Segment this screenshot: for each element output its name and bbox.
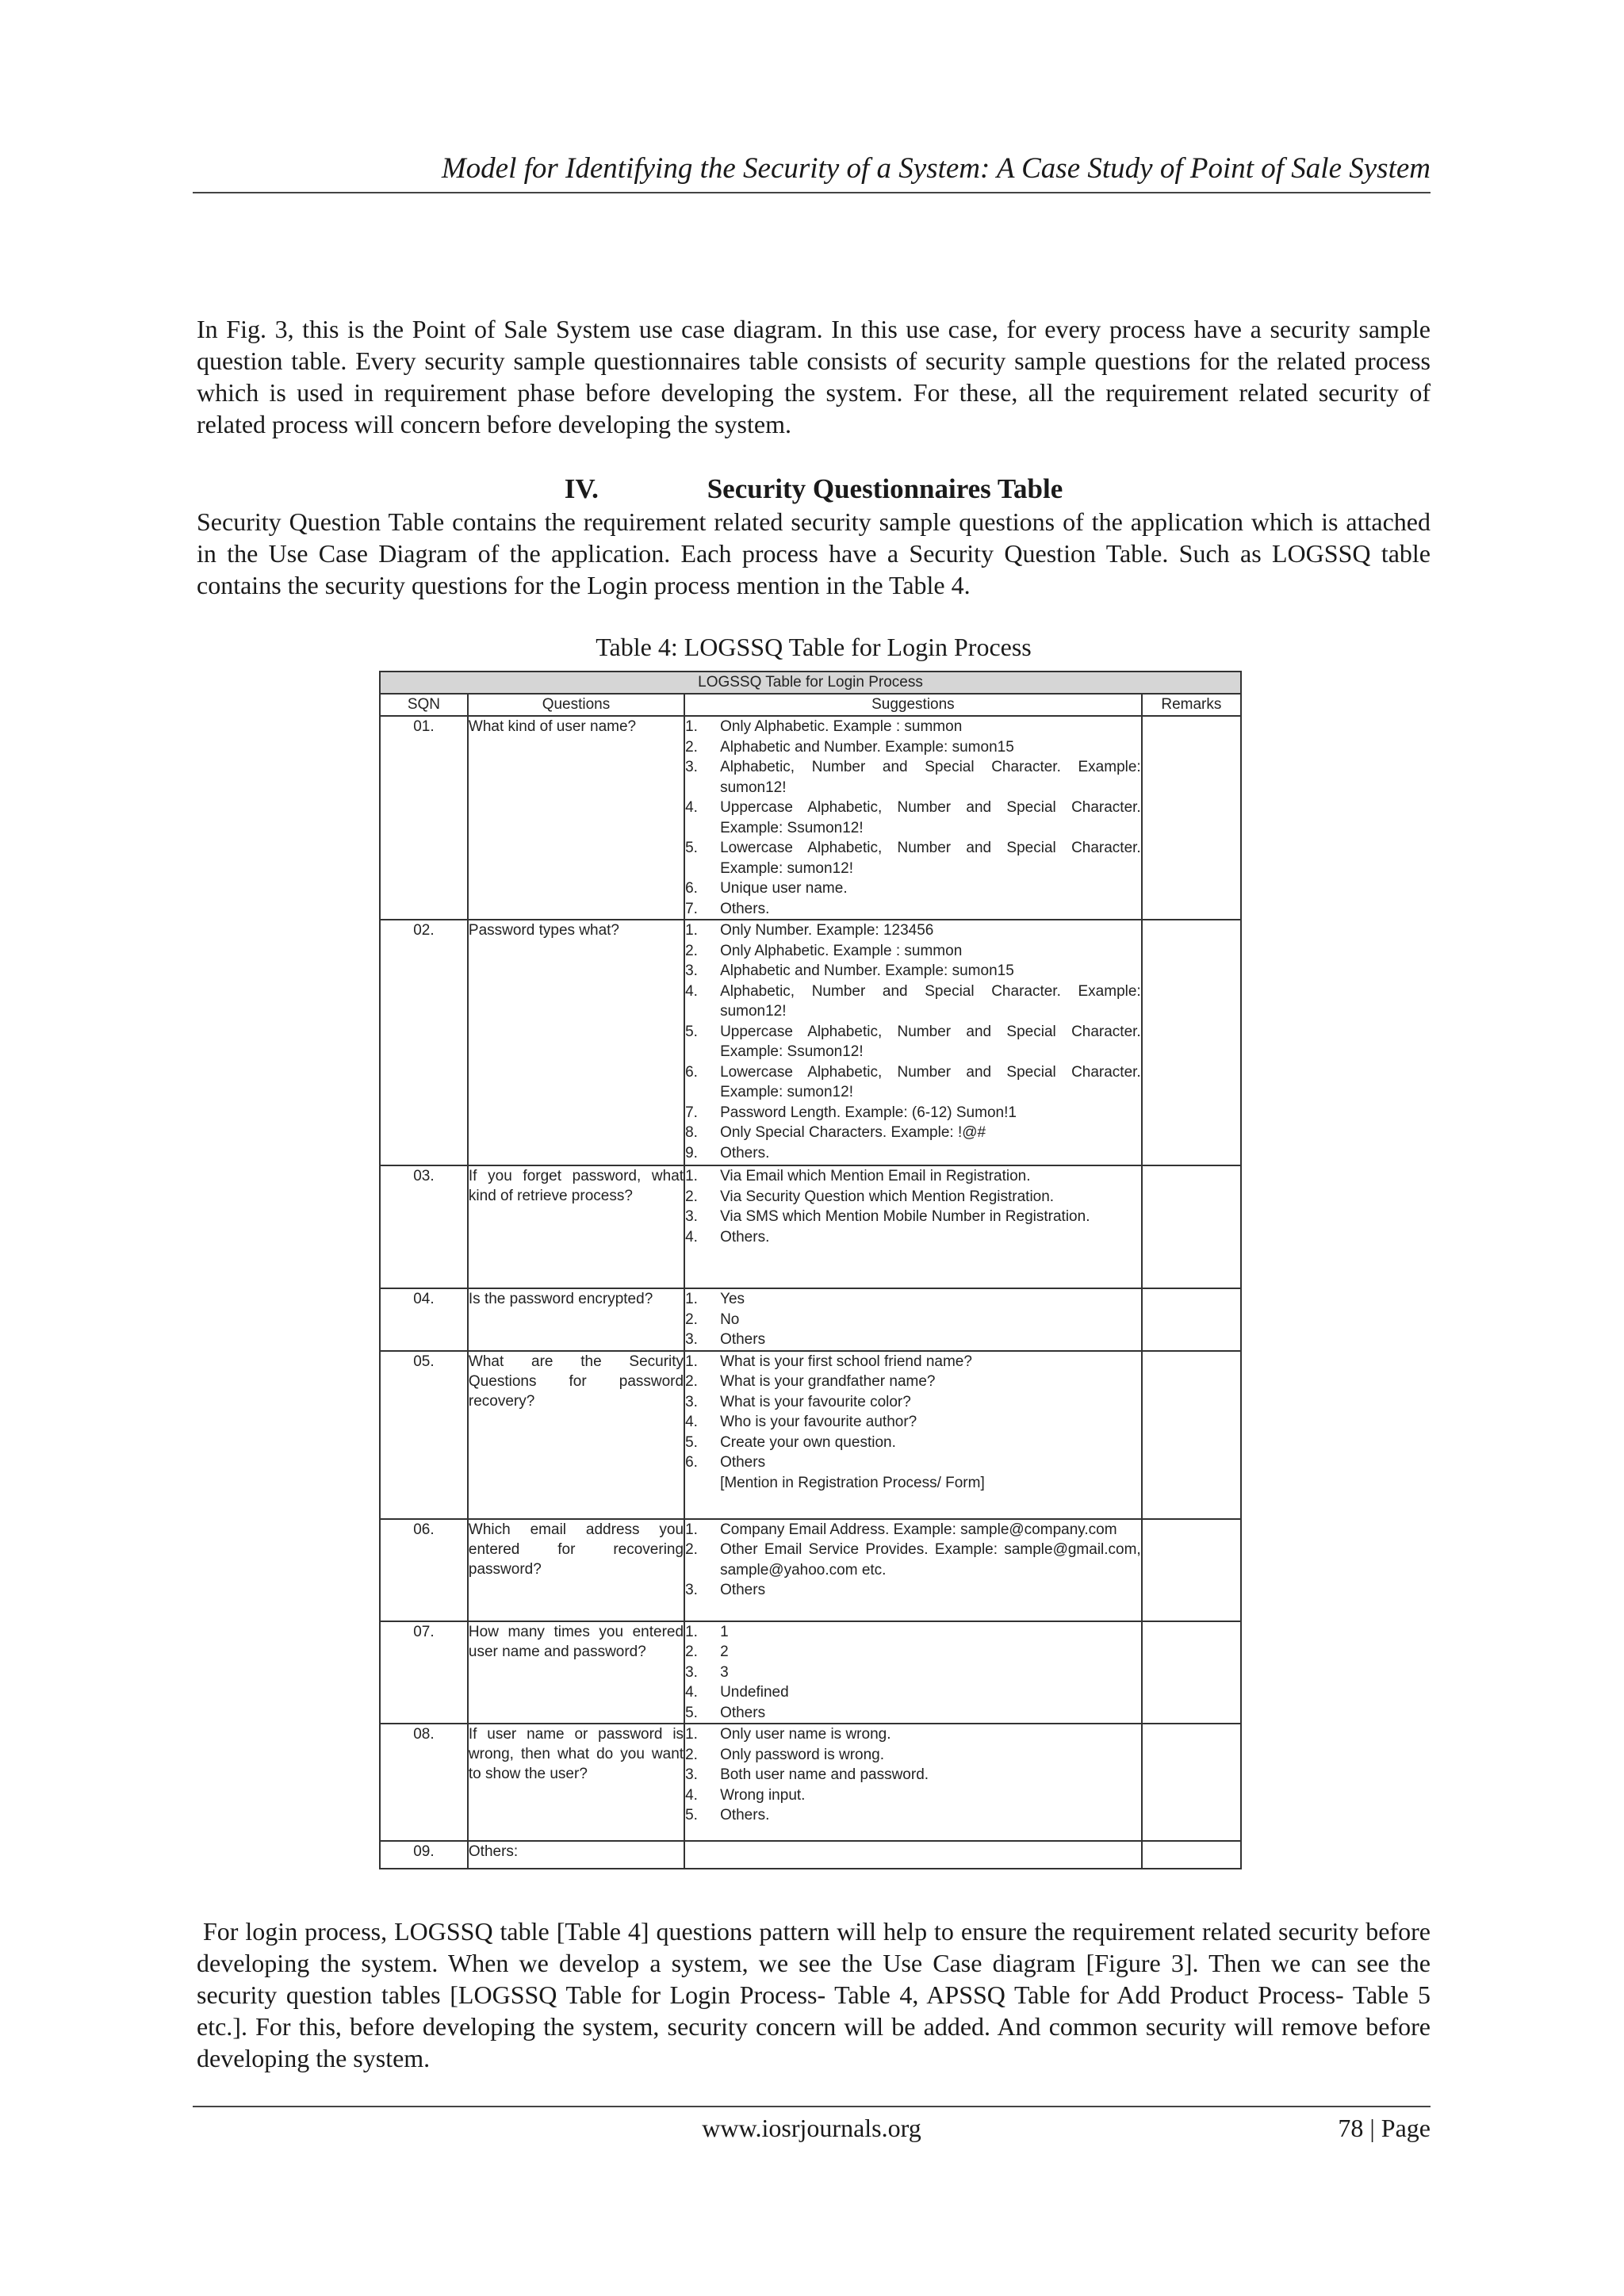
suggestions-list [685, 1166, 1141, 1247]
remarks-cell [1142, 1165, 1241, 1288]
table-row [380, 1519, 1241, 1621]
suggestion-text: Others. [720, 1228, 770, 1246]
suggestion-item [685, 1310, 1141, 1330]
suggestion-item [685, 878, 1141, 899]
suggestions-list [685, 1724, 1141, 1826]
suggestion-text: Company Email Address. Example: sample@company.com [720, 1521, 1117, 1538]
table-row [380, 1351, 1241, 1519]
suggestion-number: 4. [685, 799, 698, 816]
sqn-cell: 08. [380, 1724, 468, 1841]
suggestion-text: Undefined [720, 1684, 789, 1701]
section-title: Security Questionnaires Table [707, 473, 1063, 504]
remarks-cell [1142, 1519, 1241, 1621]
suggestions-cell [684, 1841, 1142, 1869]
suggestion-text: Others [720, 1582, 766, 1598]
remarks-cell [1142, 1351, 1241, 1519]
suggestion-item [685, 838, 1141, 878]
suggestion-text: Via SMS which Mention Mobile Number in Registration. [720, 1208, 1090, 1225]
suggestion-number: 5. [685, 1807, 698, 1823]
suggestion-text: 2 [720, 1644, 729, 1660]
suggestion-text: What is your grandfather name? [720, 1373, 936, 1390]
suggestion-number: 5. [685, 1433, 698, 1451]
suggestion-item [685, 1785, 1141, 1806]
suggestion-text: Only Number. Example: 123456 [720, 922, 934, 939]
suggestion-text: Others. [720, 1807, 770, 1823]
suggestion-text: Lowercase Alphabetic, Number and Special Character. Example: sumon12! [720, 1063, 1141, 1100]
suggestion-text: Uppercase Alphabetic, Number and Special Character. Example: Ssumon12! [720, 799, 1141, 836]
suggestion-text: Wrong input. [720, 1786, 806, 1804]
suggestion-text: Others. [720, 900, 770, 917]
suggestion-text: Other Email Service Provides. Example: sample@gmail.com, sample@yahoo.com etc. [720, 1541, 1141, 1578]
suggestion-number: 3. [685, 1766, 698, 1783]
suggestion-number: 7. [685, 900, 698, 917]
suggestion-number: 3. [685, 1393, 698, 1410]
suggestion-number: 4. [685, 1684, 698, 1701]
suggestion-item [685, 1452, 1141, 1473]
suggestion-item [685, 1412, 1141, 1433]
suggestion-text: Others. [720, 1144, 770, 1161]
question-cell: Which email address you entered for recovering password? [468, 1519, 684, 1621]
suggestion-number: 1. [685, 1623, 698, 1640]
suggestion-item [685, 899, 1141, 920]
suggestion-number: 1. [685, 1353, 698, 1370]
suggestion-text: Alphabetic, Number and Special Character. Example: sumon12! [720, 982, 1141, 1020]
suggestion-number: 5. [685, 1704, 698, 1721]
suggestion-text: 1 [720, 1623, 729, 1640]
suggestion-number: 4. [685, 982, 698, 1000]
suggestion-number: 8. [685, 1124, 698, 1141]
suggestion-item [685, 1540, 1141, 1580]
suggestions-list [685, 1520, 1141, 1601]
question-cell: How many times you entered user name and password? [468, 1621, 684, 1724]
sqn-cell: 04. [380, 1288, 468, 1351]
column-header-suggestions: Suggestions [684, 694, 1142, 716]
question-cell: If user name or password is wrong, then what do you want to show the user? [468, 1724, 684, 1841]
suggestion-item [685, 1187, 1141, 1207]
suggestion-number: 3. [685, 1663, 698, 1681]
suggestion-text: Only password is wrong. [720, 1746, 885, 1763]
suggestion-number: 3. [685, 1208, 698, 1225]
suggestion-number: 5. [685, 840, 698, 856]
suggestion-item [685, 1682, 1141, 1703]
suggestion-number: 1. [685, 1521, 698, 1538]
suggestion-item [685, 1103, 1141, 1123]
suggestions-cell [684, 1288, 1142, 1351]
sqn-cell: 06. [380, 1519, 468, 1621]
sqn-cell: 07. [380, 1621, 468, 1724]
suggestion-number: 4. [685, 1786, 698, 1804]
suggestion-number: 6. [685, 880, 698, 897]
suggestion-item [685, 1289, 1141, 1310]
sqn-cell: 01. [380, 716, 468, 920]
suggestion-item [685, 1062, 1141, 1103]
suggestions-cell [684, 716, 1142, 920]
suggestion-item [685, 1166, 1141, 1187]
suggestion-text: [Mention in Registration Process/ Form] [720, 1474, 985, 1491]
suggestion-number: 6. [685, 1063, 698, 1081]
suggestion-item [685, 1143, 1141, 1164]
suggestion-text: Yes [720, 1291, 745, 1307]
suggestion-number: 4. [685, 1414, 698, 1430]
column-header-sqn: SQN [380, 694, 468, 716]
remarks-cell [1142, 1288, 1241, 1351]
suggestion-number [685, 1473, 720, 1494]
suggestion-text: Lowercase Alphabetic, Number and Special Character. Example: sumon12! [720, 840, 1141, 877]
question-cell: If you forget password, what kind of retrieve process? [468, 1165, 684, 1288]
suggestion-text: Others [720, 1331, 766, 1348]
suggestion-number: 2. [685, 738, 698, 756]
question-cell: What kind of user name? [468, 716, 684, 920]
suggestions-cell [684, 1351, 1142, 1519]
suggestion-item [685, 1392, 1141, 1413]
suggestion-text: Others [720, 1454, 766, 1471]
suggestion-number: 9. [685, 1144, 698, 1161]
table-row [380, 1841, 1241, 1869]
suggestion-text: What is your favourite color? [720, 1393, 911, 1410]
remarks-cell [1142, 716, 1241, 920]
question-cell: What are the Security Questions for password recovery? [468, 1351, 684, 1519]
suggestion-text: Only Alphabetic. Example : summon [720, 718, 963, 735]
suggestions-list [685, 1289, 1141, 1350]
logssq-table-container [379, 671, 1242, 1869]
suggestion-text: Unique user name. [720, 880, 848, 897]
suggestion-number: 1. [685, 1168, 698, 1184]
suggestion-item [685, 737, 1141, 758]
suggestion-item [685, 941, 1141, 962]
question-cell: Others: [468, 1841, 684, 1869]
sqn-cell: 03. [380, 1165, 468, 1288]
suggestion-number: 5. [685, 1023, 698, 1040]
footer-divider [193, 2106, 1431, 2107]
suggestion-item [685, 1022, 1141, 1062]
column-header-questions: Questions [468, 694, 684, 716]
table-title: LOGSSQ Table for Login Process [380, 672, 1241, 694]
table-row [380, 1621, 1241, 1724]
suggestions-cell [684, 1165, 1142, 1288]
suggestion-text: Via Security Question which Mention Registration. [720, 1188, 1055, 1205]
suggestion-text: Alphabetic, Number and Special Character. Example: sumon12! [720, 759, 1141, 796]
table-row [380, 1165, 1241, 1288]
remarks-cell [1142, 1724, 1241, 1841]
suggestion-item [685, 757, 1141, 798]
suggestion-text: Both user name and password. [720, 1766, 929, 1783]
suggestion-item [685, 920, 1141, 941]
remarks-cell [1142, 920, 1241, 1165]
section-heading [197, 472, 1431, 507]
suggestion-text: Who is your favourite author? [720, 1414, 917, 1430]
suggestion-item [685, 1805, 1141, 1826]
suggestion-number: 2. [685, 1188, 698, 1205]
table-row [380, 920, 1241, 1165]
suggestion-number: 1. [685, 1726, 698, 1743]
table-caption: Table 4: LOGSSQ Table for Login Process [596, 633, 1032, 661]
suggestion-text: Password Length. Example: (6-12) Sumon!1 [720, 1104, 1017, 1121]
suggestion-number: 1. [685, 1291, 698, 1307]
sqn-cell: 09. [380, 1841, 468, 1869]
column-header-remarks: Remarks [1142, 694, 1241, 716]
suggestions-list [685, 920, 1141, 1163]
suggestion-text: Uppercase Alphabetic, Number and Special Character. Example: Ssumon12! [720, 1023, 1141, 1060]
sqn-cell: 02. [380, 920, 468, 1165]
suggestion-item [685, 1622, 1141, 1643]
suggestion-text: Only Alphabetic. Example : summon [720, 942, 963, 959]
table-row [380, 1288, 1241, 1351]
suggestion-text: Only Special Characters. Example: !@# [720, 1124, 986, 1141]
suggestion-text: Create your own question. [720, 1433, 896, 1451]
suggestion-number: 2. [685, 1311, 698, 1328]
table-row [380, 1724, 1241, 1841]
logssq-table [379, 671, 1242, 1869]
suggestion-number: 2. [685, 1746, 698, 1763]
question-cell: Is the password encrypted? [468, 1288, 684, 1351]
suggestion-item [685, 1520, 1141, 1540]
suggestion-item [685, 1642, 1141, 1663]
suggestion-item [685, 717, 1141, 737]
suggestion-number: 3. [685, 1331, 698, 1348]
suggestion-text: 3 [720, 1663, 729, 1681]
suggestion-item [685, 1473, 1141, 1494]
suggestion-item [685, 982, 1141, 1022]
running-header: Model for Identifying the Security of a System: A Case Study of Point of Sale System [441, 152, 1431, 185]
suggestions-list [685, 1622, 1141, 1724]
suggestions-cell [684, 1621, 1142, 1724]
suggestion-number: 7. [685, 1104, 698, 1121]
remarks-cell [1142, 1621, 1241, 1724]
suggestion-number: 1. [685, 922, 698, 939]
suggestions-cell [684, 1519, 1142, 1621]
sqn-cell: 05. [380, 1351, 468, 1519]
suggestion-item [685, 1663, 1141, 1683]
suggestion-item [685, 1372, 1141, 1392]
suggestion-item [685, 1207, 1141, 1227]
suggestions-cell [684, 920, 1142, 1165]
header-divider [193, 192, 1431, 193]
suggestion-item [685, 1703, 1141, 1724]
page-number: 78 | Page [1338, 2114, 1431, 2142]
suggestion-text: Via Email which Mention Email in Registration. [720, 1168, 1031, 1184]
suggestion-number: 2. [685, 1644, 698, 1660]
suggestion-number: 3. [685, 1582, 698, 1598]
suggestions-list [685, 1352, 1141, 1494]
suggestion-text: Alphabetic and Number. Example: sumon15 [720, 962, 1014, 979]
footer-url: www.iosrjournals.org [702, 2114, 921, 2142]
closing-paragraph: For login process, LOGSSQ table [Table 4] questions pattern will help to ensure the requirement related security before developing the system. When we develop a system, we see the Use Case diagram [Figure 3]. Then we can see the security question tables [LOGSSQ Table for Login Process- Table 4, APSSQ Table for Add Product Process- Table 5 etc.]. For this, before developing the system, security concern will be added. And common security will remove before developing the system. [197, 1917, 1431, 2072]
suggestion-number: 3. [685, 962, 698, 979]
suggestion-item [685, 961, 1141, 982]
suggestion-item [685, 1724, 1141, 1745]
suggestion-item [685, 1123, 1141, 1143]
table-row [380, 716, 1241, 920]
section-paragraph: Security Question Table contains the requirement related security sample questions of the application which is attached in the Use Case Diagram of the application. Each process have a Security Question Table. Such as LOGSSQ table contains the security questions for the Login process mention in the Table 4. [197, 507, 1431, 599]
suggestion-item [685, 1352, 1141, 1372]
suggestion-item [685, 1227, 1141, 1248]
question-cell: Password types what? [468, 920, 684, 1165]
suggestion-text: No [720, 1311, 740, 1328]
suggestion-number: 4. [685, 1228, 698, 1246]
suggestion-item [685, 1433, 1141, 1453]
suggestion-item [685, 1580, 1141, 1601]
suggestion-number: 2. [685, 1541, 698, 1558]
suggestion-text: Alphabetic and Number. Example: sumon15 [720, 738, 1014, 756]
intro-paragraph: In Fig. 3, this is the Point of Sale System use case diagram. In this use case, for every process have a security sample question table. Every security sample questionnaires table consists of security sample questions for the related process which is used in requirement phase before developing the system. For these, all the requirement related security of related process will concern before developing the system. [197, 315, 1431, 438]
suggestion-text: Only user name is wrong. [720, 1726, 891, 1743]
suggestion-text: What is your first school friend name? [720, 1353, 972, 1370]
suggestions-cell [684, 1724, 1142, 1841]
suggestion-text: Others [720, 1704, 766, 1721]
suggestion-number: 6. [685, 1454, 698, 1471]
suggestion-number: 1. [685, 718, 698, 735]
section-number: IV. [564, 473, 599, 504]
table-body [380, 716, 1241, 1869]
suggestion-item [685, 1330, 1141, 1350]
suggestion-item [685, 1765, 1141, 1785]
suggestion-number: 2. [685, 942, 698, 959]
remarks-cell [1142, 1841, 1241, 1869]
suggestion-item [685, 1745, 1141, 1766]
suggestion-number: 2. [685, 1373, 698, 1390]
suggestion-number: 3. [685, 759, 698, 775]
suggestions-list [685, 717, 1141, 919]
suggestion-item [685, 798, 1141, 838]
